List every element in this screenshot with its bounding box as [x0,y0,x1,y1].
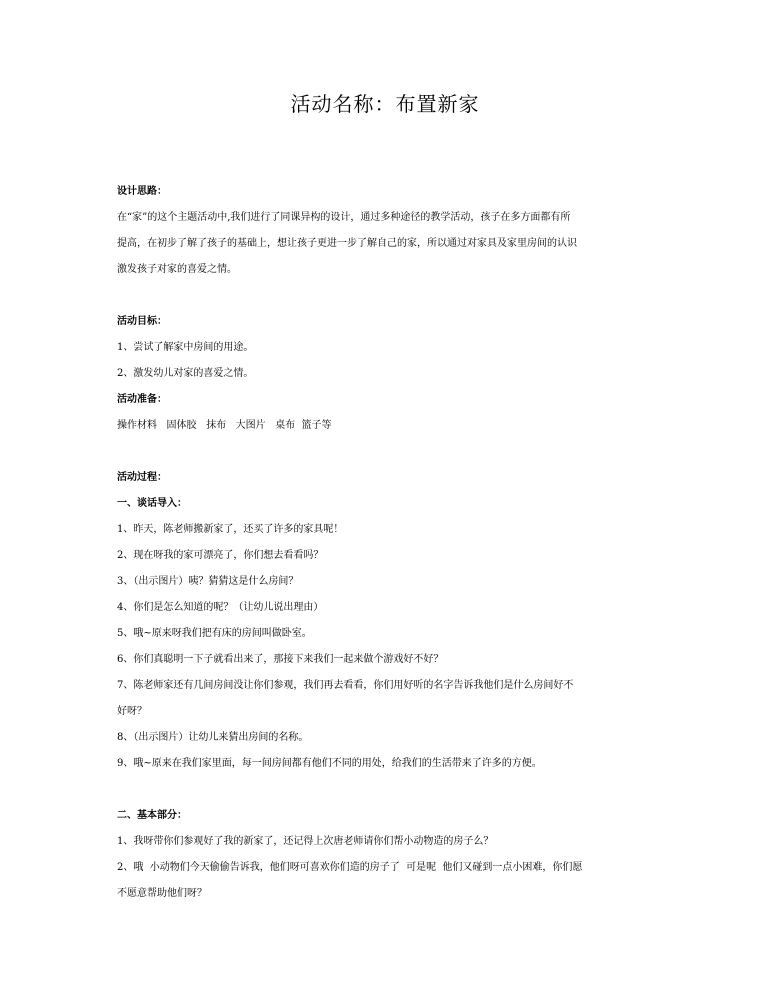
part2-line: 2、哦 小动物们今天偷偷告诉我，他们呀可喜欢你们造的房子了 可是呢 他们又碰到一点小困难，你们愿 [117,862,583,873]
part1-line: 好呀？ [117,706,147,717]
process-heading: 活动过程： [117,472,167,483]
prep-materials: 操作材料 固体胶 抹布 大图片 桌布 篮子等 [117,420,332,431]
part1-line: 5、哦~原来呀我们把有床的房间叫做卧室。 [117,628,312,639]
part2-line: 1、我呀带你们参观好了我的新家了，还记得上次唐老师请你们帮小动物造的房子么？ [117,836,494,847]
goals-heading: 活动目标： [117,316,167,327]
part2-line: 不愿意帮助他们呀？ [117,888,207,899]
goal-item: 1、尝试了解家中房间的用途。 [117,342,254,353]
part1-line: 7、陈老师家还有几间房间没让你们参观，我们再去看看，你们用好听的名字告诉我他们是什么房间好不 [117,680,574,691]
part1-line: 3、（出示图片）咦？猜猜这是什么房间？ [117,576,299,587]
design-paragraph-line: 激发孩子对家的喜爱之情。 [117,264,237,275]
spacer [117,283,662,309]
spacer [117,777,662,803]
prep-heading: 活动准备： [117,394,167,405]
design-heading: 设计思路： [117,186,167,197]
goal-item: 2、激发幼儿对家的喜爱之情。 [117,368,254,379]
part1-line: 8、（出示图片）让幼儿来猜出房间的名称。 [117,732,309,743]
document-body [117,179,662,907]
page-title: 活动名称：布置新家 [290,92,480,116]
part2-heading: 二、基本部分： [117,810,187,821]
part1-line: 6、你们真聪明一下子就看出来了，那接下来我们一起来做个游戏好不好？ [117,654,444,665]
design-paragraph-line: 在“家”的这个主题活动中,我们进行了同课异构的设计，通过多种途径的教学活动，孩子在多方面都有所 [117,212,571,223]
part1-line: 1、昨天，陈老师搬新家了，还买了许多的家具呢！ [117,524,344,535]
part1-line: 4、你们是怎么知道的呢？（让幼儿说出理由） [117,602,324,613]
design-paragraph-line: 提高，在初步了解了孩子的基础上，想让孩子更进一步了解自己的家，所以通过对家具及家里房间的认识 [117,238,577,249]
part1-line: 9、哦~原来在我们家里面，每一间房间都有他们不同的用处，给我们的生活带来了许多的方便。 [117,758,542,769]
part1-line: 2、现在呀我的家可漂亮了，你们想去看看吗？ [117,550,324,561]
part1-heading: 一、谈话导入： [117,498,187,509]
spacer [117,439,662,465]
